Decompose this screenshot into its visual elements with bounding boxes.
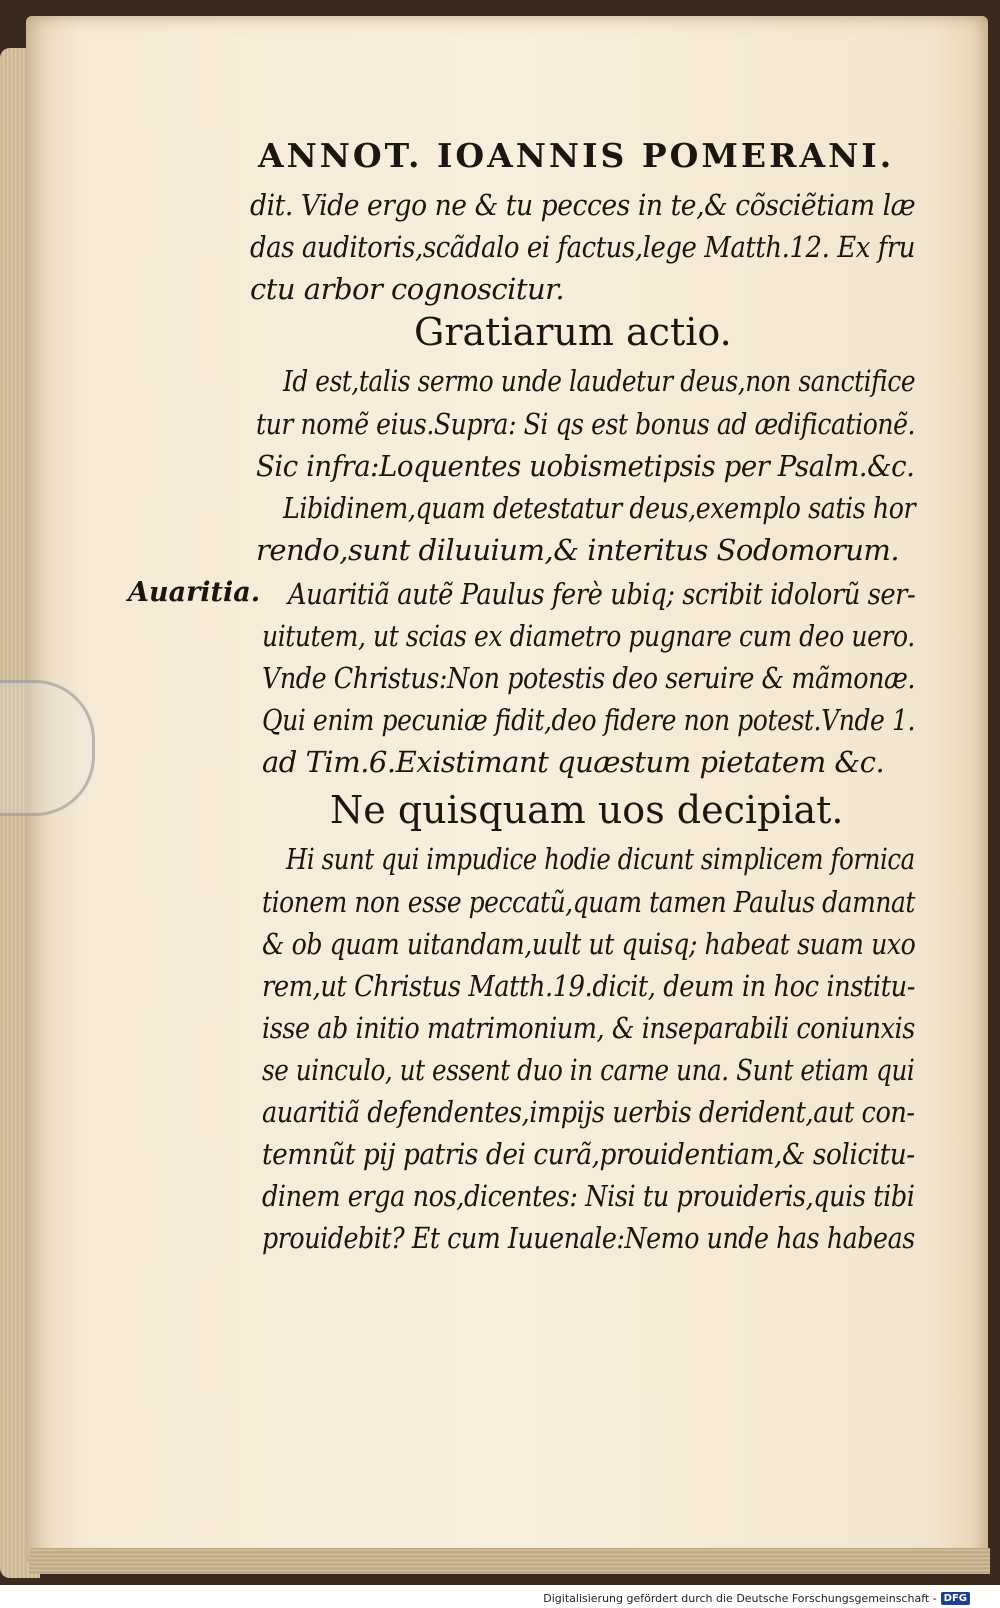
section-heading: Gratiarum actio. <box>414 310 732 354</box>
text-line: Qui enim pecuniæ fidit,deo fidere non potest.Vnde 1. <box>262 703 916 737</box>
section-heading: Ne quisquam uos decipiat. <box>330 788 844 832</box>
text-line: auaritiã defendentes,impijs uerbis derident,aut con- <box>262 1095 915 1129</box>
text-line: ctu arbor cognoscitur. <box>250 272 565 306</box>
dfg-logo: DFG <box>941 1592 970 1605</box>
text-line: & ob quam uitandam,uult ut quisq; habeat suam uxo <box>262 927 916 961</box>
text-line: dit. Vide ergo ne & tu pecces in te,& cõsciẽtiam læ <box>250 188 916 222</box>
credit-text: Digitalisierung gefördert durch die Deutsche Forschungsgemeinschaft - <box>543 1591 937 1605</box>
text-line: isse ab initio matrimonium, & inseparabili coniunxis <box>262 1011 915 1045</box>
text-line: das auditoris,scãdalo ei factus,lege Matth.12. Ex fru <box>250 230 916 264</box>
text-line: tionem non esse peccatũ,quam tamen Paulus damnat <box>262 885 915 919</box>
text-line: prouidebit? Et cum Iuuenale:Nemo unde has habeas <box>262 1221 915 1255</box>
text-line: temnũt pij patris dei curã,prouidentiam,& solicitu- <box>262 1137 915 1171</box>
text-line: Hi sunt qui impudice hodie dicunt simplicem fornica <box>286 842 915 876</box>
text-line: dinem erga nos,dicentes: Nisi tu prouideris,quis tibi <box>262 1179 915 1213</box>
margin-note: Auaritia. <box>128 577 261 608</box>
text-line: uitutem, ut scias ex diametro pugnare cum deo uero. <box>262 619 915 653</box>
digitization-credit <box>543 1588 970 1608</box>
text-line: ad Tim.6.Existimant quæstum pietatem &c. <box>262 745 885 779</box>
text-line: se uinculo, ut essent duo in carne una. Sunt etiam qui <box>262 1053 915 1087</box>
running-header: ANNOT. IOANNIS POMERANI. <box>258 136 895 175</box>
text-line: rendo,sunt diluuium,& interitus Sodomorum. <box>256 533 900 567</box>
text-line: Vnde Christus:Non potestis deo seruire & mãmonæ. <box>262 661 916 695</box>
text-line: tur nomẽ eius.Supra: Si qs est bonus ad ædificationẽ. <box>256 407 916 441</box>
text-line: Id est,talis sermo unde laudetur deus,non sanctifice <box>283 364 916 398</box>
text-line: Sic infra:Loquentes uobismetipsis per Psalm.&c. <box>256 449 915 483</box>
text-line: Libidinem,quam detestatur deus,exemplo satis hor <box>283 491 916 525</box>
text-line: Auaritiã autẽ Paulus ferè ubiq; scribit idolorũ ser- <box>288 577 916 611</box>
text-line: rem,ut Christus Matth.19.dicit, deum in hoc institu- <box>262 969 915 1003</box>
